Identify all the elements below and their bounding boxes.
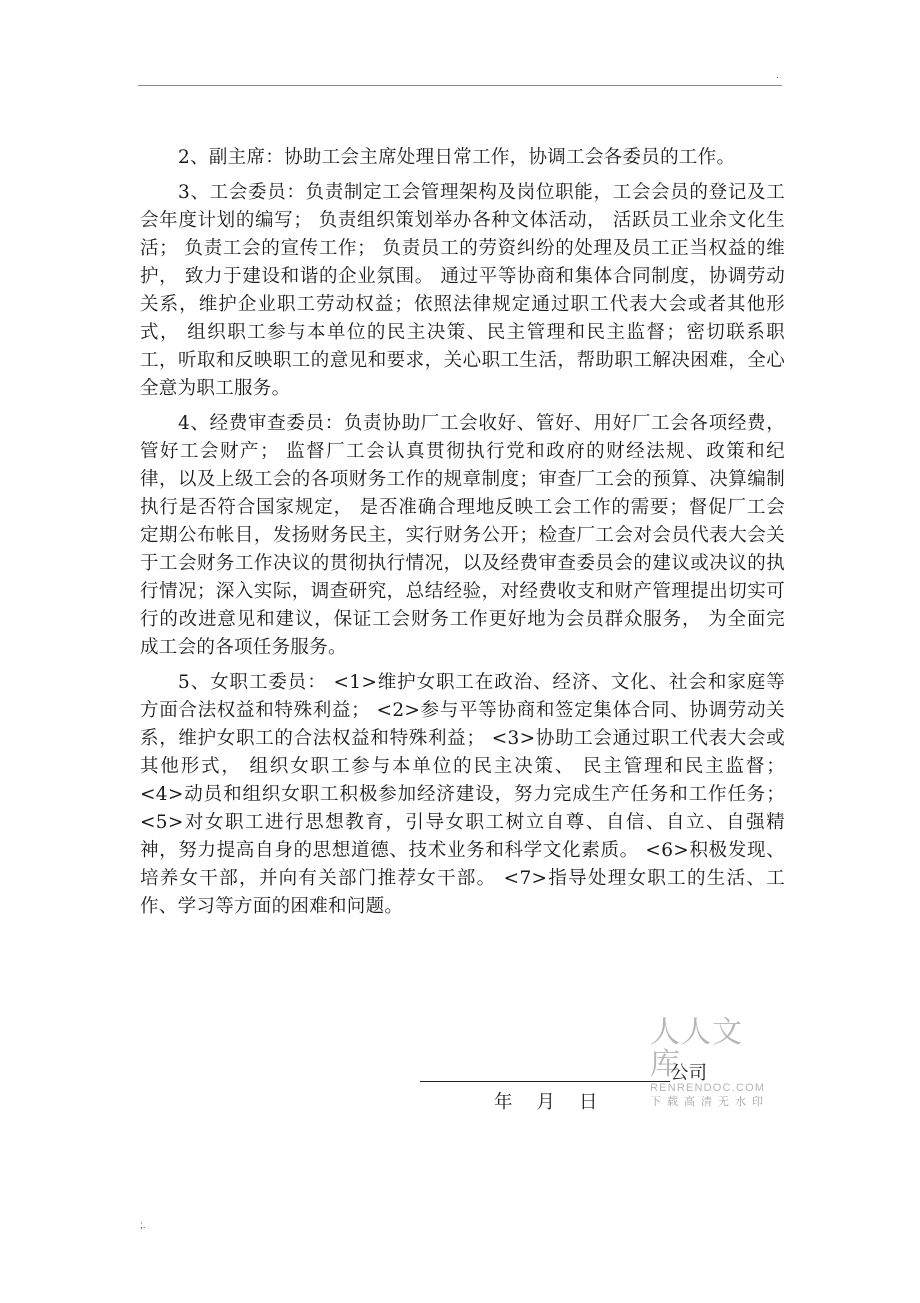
date-year-label: 年 [494,1092,513,1113]
signature-line [420,1081,670,1082]
company-label: 公司 [670,1063,708,1084]
paragraph-funds-audit-member: 4、经费审查委员：负责协助厂工会收好、管好、用好厂工会各项经费，管好工会财产； 监督厂工会认真贯彻执行党和政府的财经法规、政策和纪律，以及上级工会的各项财务工作的规章制度；审查厂工会的预算、决算编制执行是否符合国家规定， 是否准确合理地反映工会工作的需要；督促厂工会定期公布帐目，发扬财务民主，实行财务公开；检查厂工会对会员代表大会关于工会财务工作决议的贯彻执行情况，以及经费审查委员会的建议或决议的执行情况；深入实际，调查研究，总结经验，对经费收支和财产管理提出切实可行的改进意见和建议，保证工会财务工作更好地为会员群众服务， 为全面完成工会的各项任务服务。 [140,413,785,658]
date-row [494,1090,598,1116]
watermark-title: 人人文库 [650,1015,743,1082]
date-day-label: 日 [579,1092,598,1113]
header-divider [138,85,782,86]
document-body [140,144,785,928]
watermark-logo [650,1017,772,1109]
paragraph-union-committee-member: 3、工会委员：负责制定工会管理架构及岗位职能，工会会员的登记及工会年度计划的编写； 负责组织策划举办各种文体活动， 活跃员工业余文化生活； 负责工会的宣传工作； 负责员工的劳资纠纷的处理及员工正当权益的维护， 致力于建设和谐的企业氛围。 通过平等协商和集体合同制度，协调劳动关系，维护企业职工劳动权益；依照法律规定通过职工代表大会或者其他形式， 组织职工参与本单位的民主决策、民主管理和民主监督；密切联系职工，听取和反映职工的意见和要求，关心职工生活，帮助职工解决困难，全心全意为职工服务。 [140,182,785,399]
paragraph-female-staff-member: 5、女职工委员： <1>维护女职工在政治、经济、文化、社会和家庭等方面合法权益和特殊利益； <2>参与平等协商和签定集体合同、协调劳动关系，维护女职工的合法权益和特殊利益； <3>协助工会通过职工代表大会或其他形式， 组织女职工参与本单位的民主决策、 民主管理和民主监督； <4>动员和组织女职工积极参加经济建设，努力完成生产任务和工作任务； <5>对女职工进行思想教育，引导女职工树立自尊、自信、自立、自强精神，努力提高自身的思想道德、技术业务和科学文化素质。 <6>积极发现、培养女干部，并向有关部门推荐女干部。 <7>指导处理女职工的生活、工作、学习等方面的困难和问题。 [140,672,785,917]
paragraph-vice-chairman: 2、副主席：协助工会主席处理日常工作，协调工会各委员的工作。 [178,147,736,168]
date-month-label: 月 [536,1092,556,1113]
footer-mark: ;. [140,1220,146,1231]
watermark-site: RENRENDOC.COM [650,1082,766,1094]
watermark-tagline: 下载高清无水印 [650,1096,769,1108]
header-corner-mark: . [776,70,779,81]
